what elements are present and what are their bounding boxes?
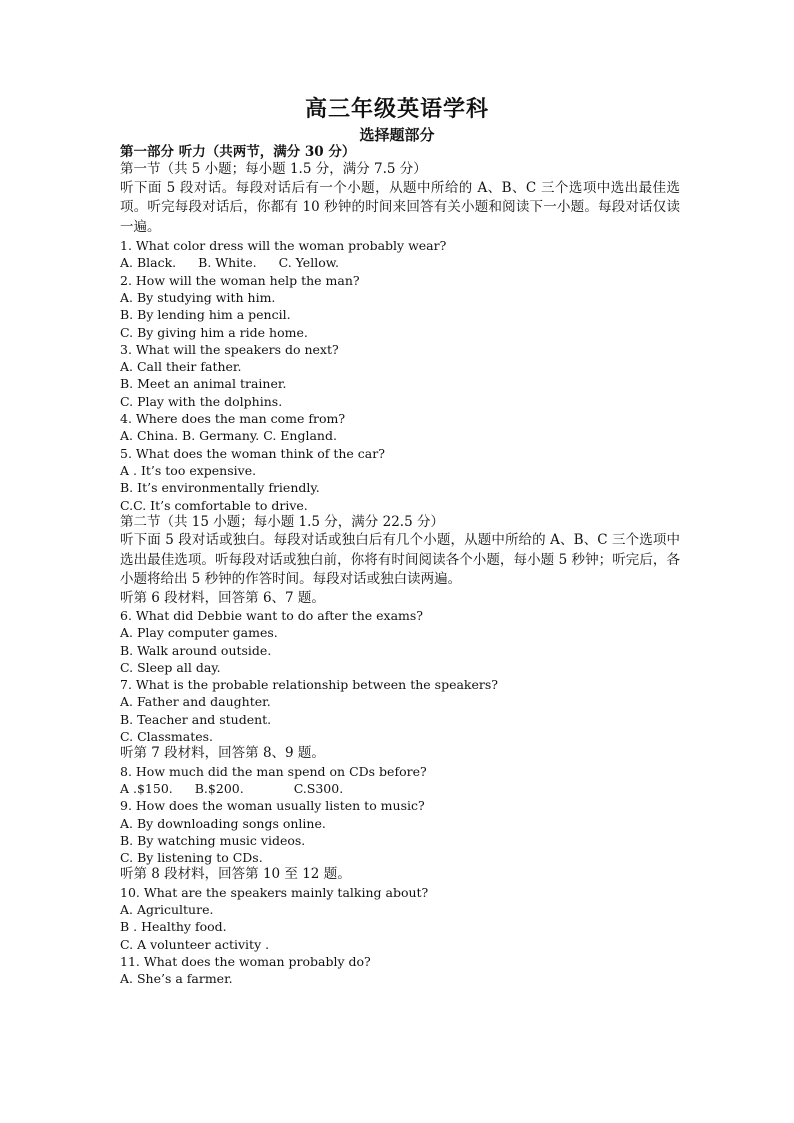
option-b: B.$200. — [194, 780, 244, 796]
section2-instructions: 听下面 5 段对话或独白。每段对话或独白后有几个小题，从题中所给的 A、B、C 三个选项中选出最佳选项。听每段对话或独白前，你将有时间阅读各个小题，每小题 5 秒钟；听完后，各小题将给出 5 秒钟的作答时间。每段对话或独白读两遍。 — [120, 532, 680, 588]
part1-heading: 第一部分 听力（共两节，满分 30 分） — [120, 144, 356, 160]
option-c: C. A volunteer activity . — [120, 936, 270, 952]
exam-content — [120, 144, 680, 987]
option-a: A. Call their father. — [120, 359, 242, 375]
question-stem: 10. What are the speakers mainly talking about? — [120, 884, 429, 900]
option-c: C. Yellow. — [278, 255, 339, 271]
option-c: C. By giving him a ride home. — [120, 324, 308, 340]
option-b: B. Meet an animal trainer. — [120, 376, 287, 392]
material-7-heading: 听第 7 段材料，回答第 8、9 题。 — [120, 745, 325, 762]
option-a: A. By studying with him. — [120, 289, 276, 305]
option-c: C. By listening to CDs. — [120, 850, 263, 866]
section1-heading: 第一节（共 5 小题；每小题 1.5 分，满分 7.5 分） — [120, 161, 427, 178]
option-a: A . It’s too expensive. — [120, 462, 257, 478]
option-a: A .$150. — [120, 780, 173, 796]
option-a: A. Agriculture. — [120, 901, 214, 917]
material-6-heading: 听第 6 段材料，回答第 6、7 题。 — [120, 589, 325, 606]
question-stem: 8. How much did the man spend on CDs before? — [120, 763, 427, 779]
section1-instructions: 听下面 5 段对话。每段对话后有一个小题，从题中所给的 A、B、C 三个选项中选出最佳选项。听完每段对话后，你都有 10 秒钟的时间来回答有关小题和阅读下一小题。每段对话仅读一遍。 — [120, 179, 680, 235]
option-b: B. It’s environmentally friendly. — [120, 480, 320, 496]
option-b: B. By lending him a pencil. — [120, 307, 291, 323]
option-a: A. Black. — [120, 255, 177, 271]
option-a: A. By downloading songs online. — [120, 815, 326, 831]
option-c: C. Classmates. — [120, 729, 214, 745]
question-stem: 4. Where does the man come from? — [120, 411, 346, 427]
option-c: C. Play with the dolphins. — [120, 393, 283, 409]
question-stem: 11. What does the woman probably do? — [120, 953, 371, 969]
question-stem: 3. What will the speakers do next? — [120, 341, 339, 357]
option-b: B . Healthy food. — [120, 919, 227, 935]
option-b: B. White. — [198, 255, 257, 271]
question-stem: 7. What is the probable relationship between the speakers? — [120, 677, 498, 693]
option-row — [120, 254, 680, 271]
option-c: C. Sleep all day. — [120, 659, 221, 675]
option-row — [120, 780, 680, 797]
material-8-heading: 听第 8 段材料，回答第 10 至 12 题。 — [120, 866, 351, 883]
option-a: A. Play computer games. — [120, 625, 278, 641]
option-c: C.C. It’s comfortable to drive. — [120, 497, 308, 513]
question-stem: 5. What does the woman think of the car? — [120, 445, 385, 461]
option-a: A. She’s a farmer. — [120, 971, 233, 987]
question-stem: 2. How will the woman help the man? — [120, 272, 360, 288]
section2-heading: 第二节（共 15 小题；每小题 1.5 分，满分 22.5 分） — [120, 513, 444, 530]
question-stem: 1. What color dress will the woman probably wear? — [120, 238, 447, 254]
option-b: B. Teacher and student. — [120, 711, 272, 727]
option-a: A. Father and daughter. — [120, 694, 271, 710]
option-row: A. China. B. Germany. C. England. — [120, 428, 337, 444]
option-c: C.S300. — [293, 780, 344, 796]
option-b: B. Walk around outside. — [120, 642, 272, 658]
question-stem: 9. How does the woman usually listen to music? — [120, 798, 425, 814]
page-title: 高三年级英语学科 — [304, 96, 489, 122]
question-stem: 6. What did Debbie want to do after the exams? — [120, 607, 423, 623]
option-b: B. By watching music videos. — [120, 832, 306, 848]
section-subtitle: 选择题部分 — [359, 126, 435, 144]
